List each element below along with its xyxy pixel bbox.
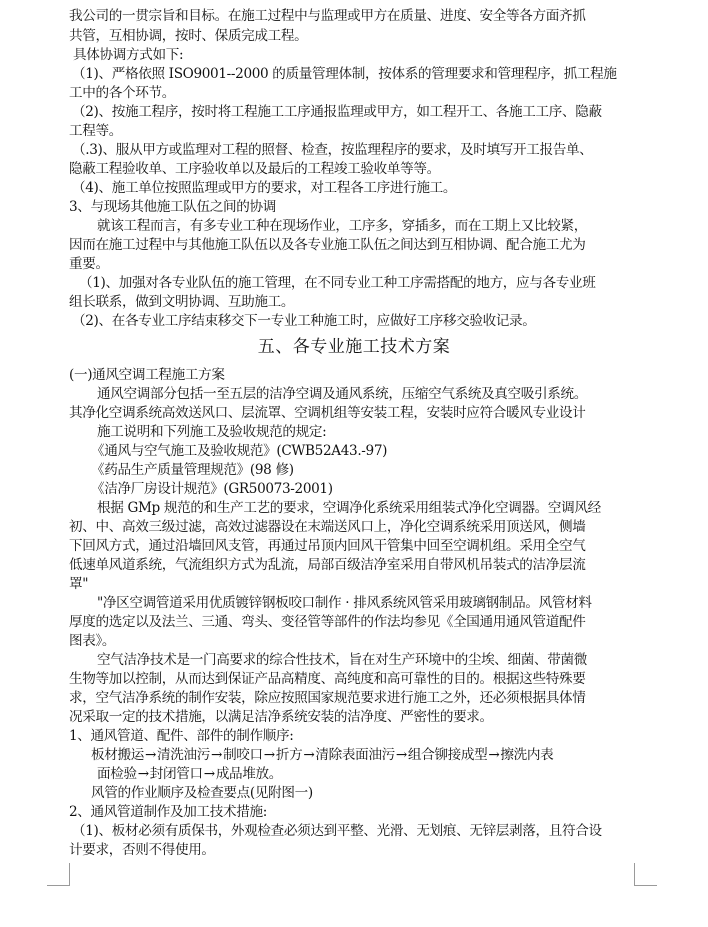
standard-reference: 《洁净厂房设计规范》(GR50073-2001) [91,481,333,497]
text-line: 2、通风管道制作及加工技术措施: [69,804,267,820]
text-line: （2)、按施工程序，按时将工程施工工序通报监理或甲方，如工程开工、各施工工序、隐蔽 [72,104,602,120]
text-line: 空气洁净技术是一门高要求的综合性技术，旨在对生产环境中的尘埃、细菌、带菌微 [97,652,588,668]
flow-step: 成品堆放。 [215,766,283,782]
text-line: （2)、在各专业工序结束移交下一专业工种施工时，应做好工序移交验收记录。 [72,313,536,329]
flow-step: 清除表面油污 [315,747,395,763]
text-line: 隐蔽工程验收单、工序验收单以及最后的工程竣工验收单等等。 [69,161,440,177]
text-line: 其净化空调系统高效送风口、层流罩、空调机组等安装工程，安装时应符合暖风专业设计 [69,405,586,421]
flow-step: 折方 [275,747,303,763]
flow-step: 封闭管口 [149,766,203,782]
text-line: 罩" [69,576,89,592]
text-line: 图表》。 [69,633,116,649]
text-line: 根据 GMp 规范的和生产工艺的要求，空调净化系统采用组装式净化空调器。空调风经 [97,500,601,516]
subsection-heading: (一)通风空调工程施工方案 [69,367,225,383]
text-line: 就该工程而言，有多专业工种在现场作业，工序多，穿插多，而在工期上又比较紧， [97,218,588,234]
text-line: 施工说明和下列施工及验收规范的规定: [97,424,327,440]
arrow-right-icon: → [211,747,223,763]
arrow-right-icon: → [263,747,275,763]
text-line: （1)、严格依照 ISO9001--2000 的质量管理体制，按体系的管理要求和管理程序，抓工程施 [72,66,617,82]
text-line: 因而在施工过程中与其他施工队伍以及各专业施工队伍之间达到互相协调、配合施工尤为 [69,237,586,253]
flow-step: 组合铆接成型 [407,747,488,763]
section-heading: 五、各专业施工技术方案 [257,337,451,357]
page-corner-mark [47,863,70,886]
text-line: 1、通风管道、配件、部件的制作顺序: [69,728,294,744]
process-flow-line-1 [91,745,553,765]
standard-reference: 《通风与空气施工及验收规范》(CWB52A43.-97) [91,443,388,459]
text-line: 低速单风道系统，气流组织方式为乱流，局部百级洁净室采用自带风机吊装式的洁净层流 [69,557,586,573]
text-line: 计要求，否则不得使用。 [69,842,215,858]
arrow-right-icon: → [395,747,407,763]
text-line: 厚度的选定以及法兰、三通、弯头、变径管等部件的作法均参见《全国通用通风管道配件 [69,614,586,630]
text-line: 工中的各个环节。 [69,85,175,101]
text-line: 求，空气洁净系统的制作安装，除应按照国家规范要求进行施工之外，还必须根据具体情 [69,690,586,706]
text-line: （4)、施工单位按照监理或甲方的要求，对工程各工序进行施工。 [72,180,457,196]
flow-step: 清洗油污 [157,747,211,763]
text-line: 通风空调部分包括一至五层的洁净空调及通风系统，压缩空气系统及真空吸引系统。 [97,386,588,402]
text-line: 工程等。 [69,123,122,139]
text-line: 组长联系，做到文明协调、互助施工。 [69,294,295,310]
arrow-right-icon: → [137,766,149,782]
text-line: 初、中、高效三级过滤，高效过滤器设在末端送风口上，净化空调系统采用顶送风，侧墙 [69,519,586,535]
text-line: 重要。 [69,256,109,272]
arrow-right-icon: → [303,747,315,763]
process-flow-line-2 [97,764,282,784]
arrow-right-icon: → [488,747,500,763]
standard-reference: 《药品生产质量管理规范》(98 修) [91,462,294,478]
arrow-right-icon: → [144,747,157,763]
text-line: 我公司的一贯宗旨和目标。在施工过程中与监理或甲方在质量、进度、安全等各方面齐抓 [69,8,586,24]
page-corner-mark [634,863,657,886]
flow-step: 擦洗内表 [500,747,554,763]
text-line: 3、与现场其他施工队伍之间的协调 [69,199,276,215]
flow-step: 面检验 [97,766,137,782]
text-line: （1)、板材必须有质保书，外观检查必须达到平整、光滑、无划痕、无锌层剥落，且符合设 [72,823,602,839]
text-line: 生物等加以控制，从而达到保证产品高精度、高纯度和高可靠性的目的。根据这些特殊要 [69,671,586,687]
text-line: "净区空调管道采用优质镀锌钢板咬口制作 · 排风系统风管采用玻璃钢制品。风管材料 [97,595,592,611]
text-line: （.3)、服从甲方或监理对工程的照督、检查，按监理程序的要求，及时填写开工报告单、 [72,142,593,158]
flow-step: 制咬口 [223,747,263,763]
text-line: （1)、加强对各专业队伍的施工管理，在不同专业工种工序需搭配的地方，应与各专业班 [79,275,596,291]
text-line: 下回风方式，通过沿墙回风支管，再通过吊顶内回风干管集中回至空调机组。采用全空气 [69,538,586,554]
text-line: 具体协调方式如下: [73,47,184,63]
text-line: 况采取一定的技术措施，以满足洁净系统安装的洁净度、严密性的要求。 [69,709,493,725]
flow-step: 板材搬运 [91,747,144,763]
arrow-right-icon: → [203,766,215,782]
text-line: 风管的作业顺序及检查要点(见附图一) [91,785,313,801]
text-line: 共管，互相协调，按时、保质完成工程。 [69,28,308,44]
